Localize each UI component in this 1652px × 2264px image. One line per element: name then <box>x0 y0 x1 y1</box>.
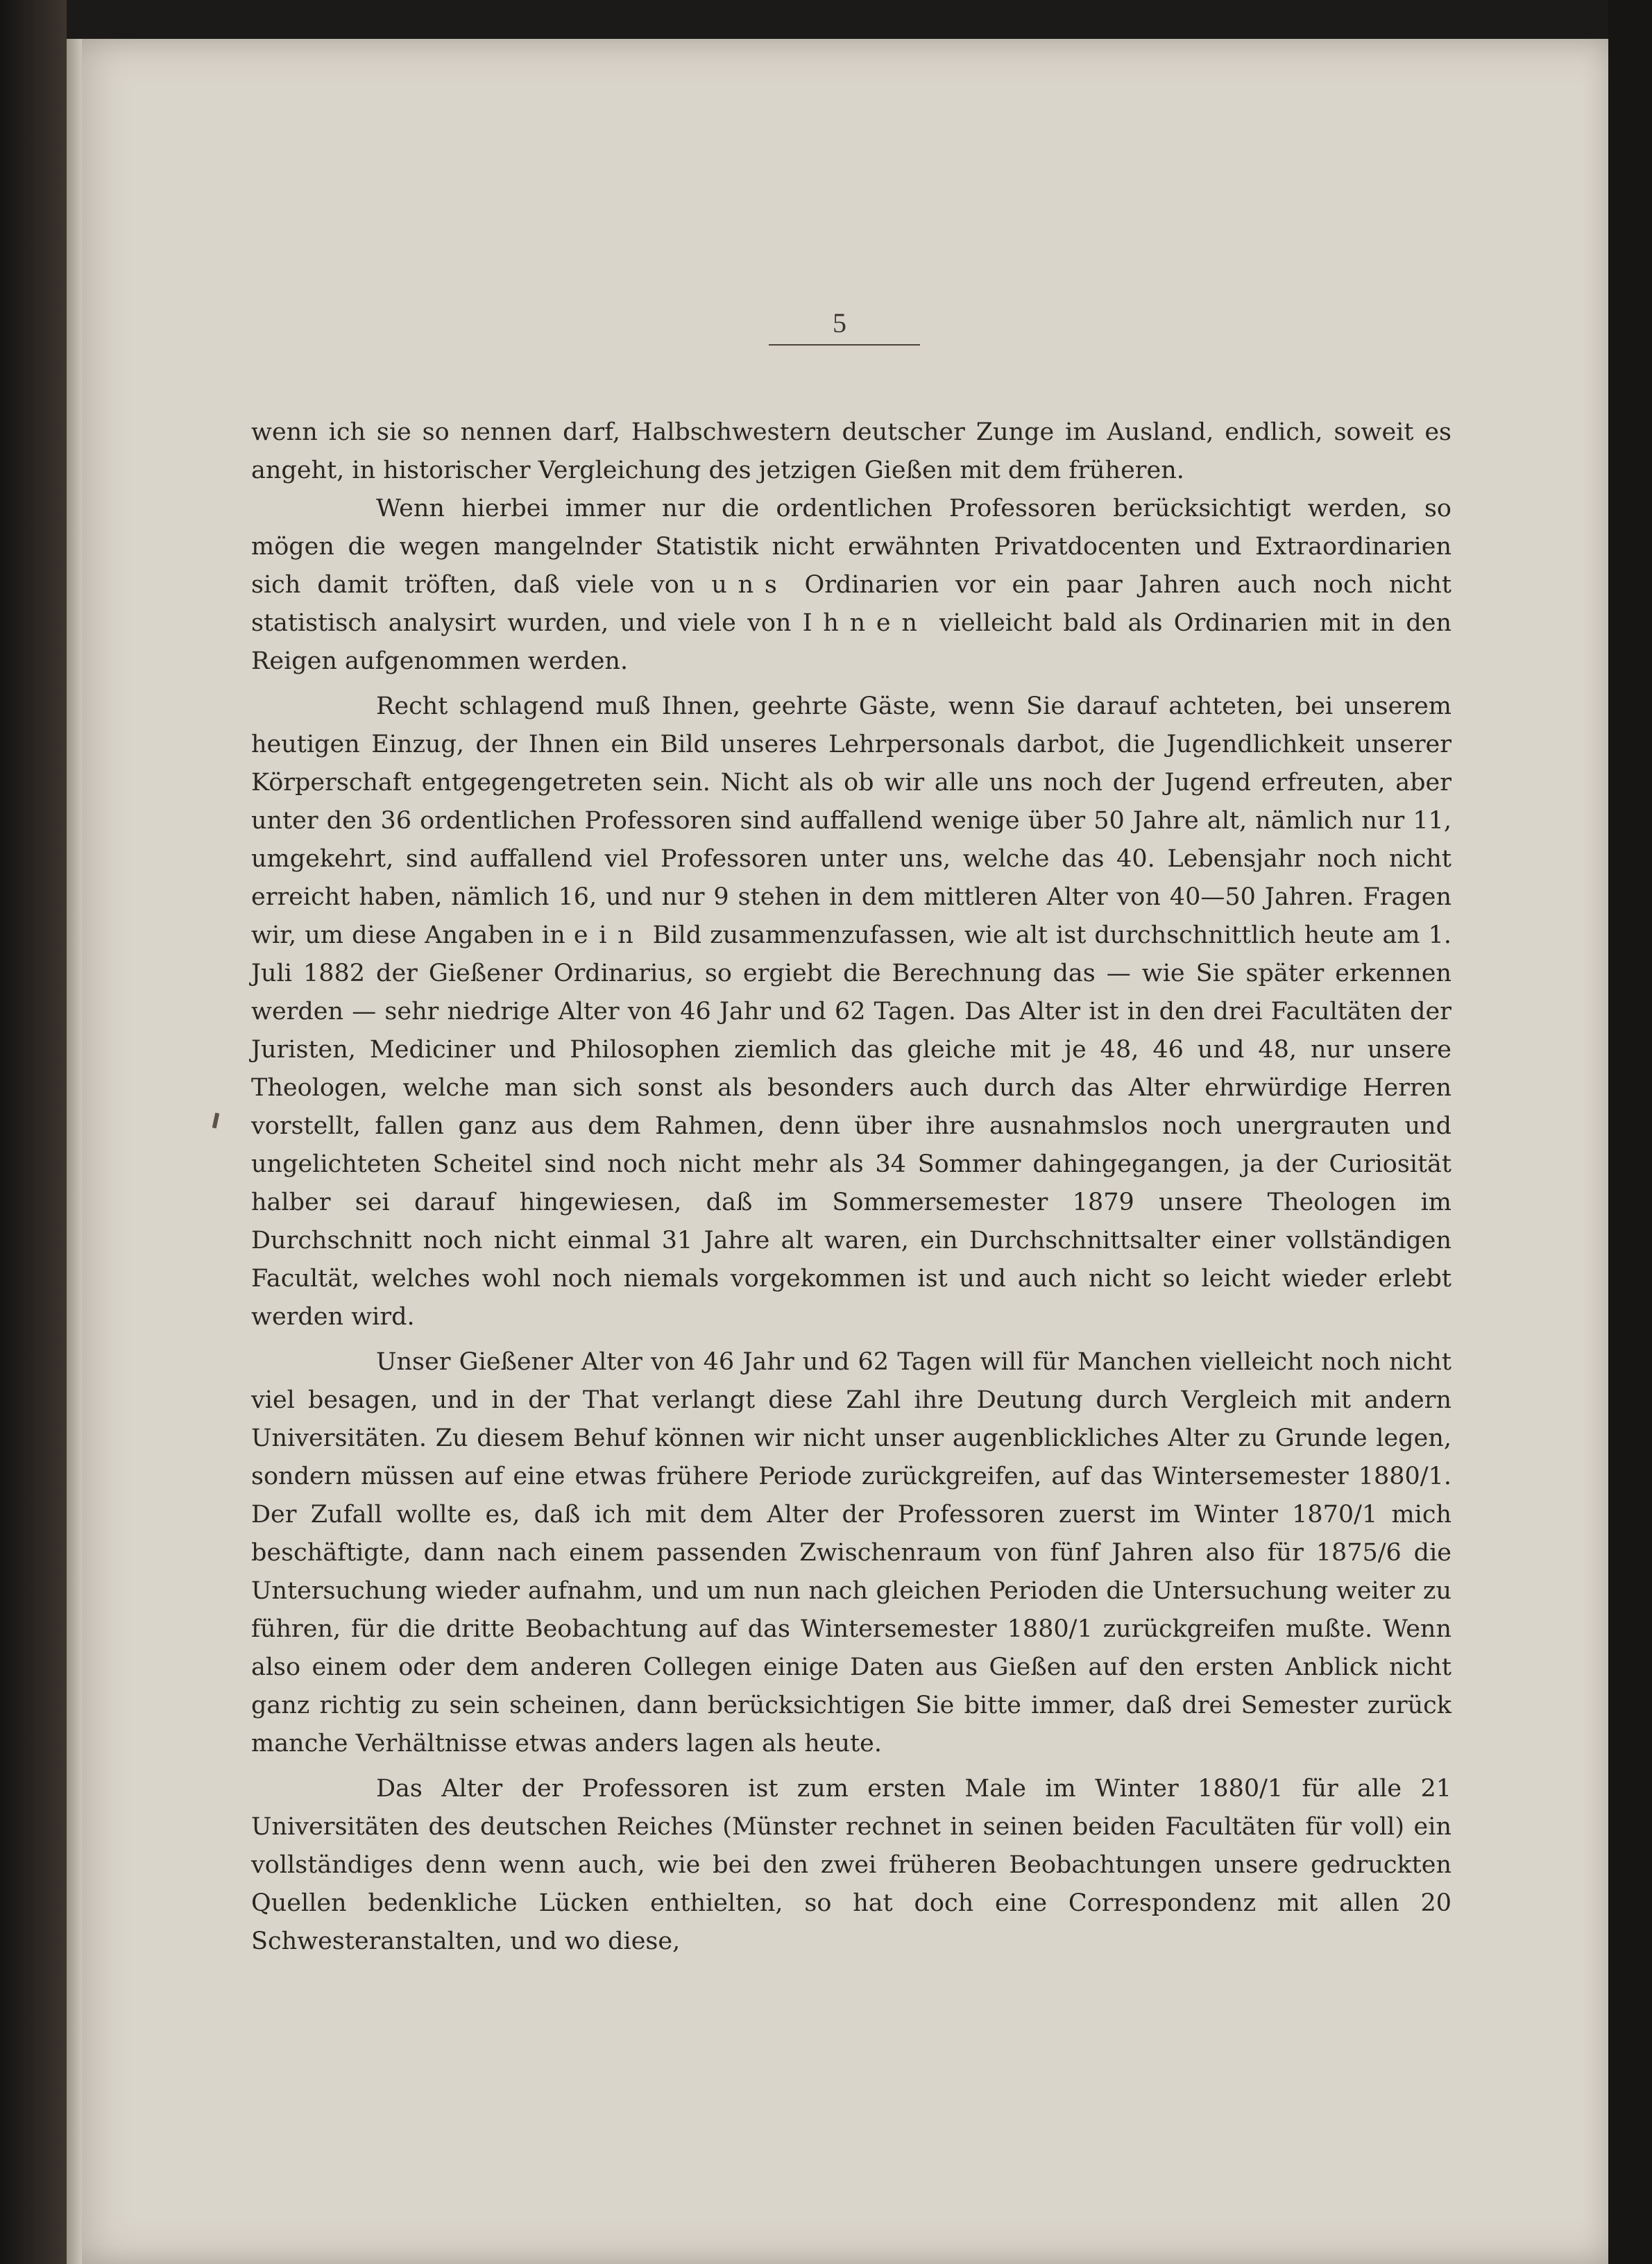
book-spine-edge <box>0 0 67 2264</box>
scan-background-edge <box>1608 0 1652 2264</box>
emphasis-ein: ein <box>573 921 645 949</box>
page-gutter-shadow <box>67 39 82 2264</box>
paragraph-3-text-a: Recht schlagend muß Ihnen, geehrte Gäste, wenn Sie darauf achteten, bei unserem heutigen Einzug, der Ihnen ein Bild unseres Lehrpersonals darbot, die Jugendlichkeit unserer Körperschaft entgegengetreten sein. Nicht als ob wir alle uns noch der Jugend erfreuten, aber unter den 36 ordentlichen Professoren sind auffallend wenige über 50 Jahre alt, nämlich nur 11, umgekehrt, sind auffallend viel Professoren unter uns, welche das 40. Lebensjahr noch nicht erreicht haben, nämlich 16, und nur 9 stehen in dem mittleren Alter von 40—50 Jahren. Fragen wir, um diese Angaben in <box>251 692 1451 949</box>
paragraph-1: wenn ich sie so nennen darf, Halbschwestern deutscher Zunge im Ausland, endlich, soweit es angeht, in historischer Vergleichung des jetzigen Gießen mit dem früheren. <box>251 418 1451 484</box>
emphasis-uns: uns <box>711 571 788 599</box>
paragraph-3 <box>251 688 1451 1336</box>
document-body <box>251 414 1451 1961</box>
paragraph-3-text-b: Bild zusammenzufassen, wie alt ist durchschnittlich heute am 1. Juli 1882 der Gießener Ordinarius, so ergiebt die Berechnung das — wie Sie später erkennen werden — sehr niedrige Alter von 46 Jahr und 62 Tagen. Das Alter ist in den drei Facultäten der Juristen, Mediciner und Philosophen ziemlich das gleiche mit je 48, 46 und 48, nur unsere Theologen, welche man sich sonst als besonders auch durch das Alter ehrwürdige Herren vorstellt, fallen ganz aus dem Rahmen, denn über ihre ausnahmslos noch unergrauten und ungelichteten Scheitel sind noch nicht mehr als 34 Sommer dahingegangen, ja der Curiosität halber sei darauf hingewiesen, daß im Sommersemester 1879 unsere Theologen im Durchschnitt noch nicht einmal 31 Jahre alt waren, ein Durchschnittsalter einer vollständigen Facultät, welches wohl noch niemals vorgekommen ist und auch nicht so leicht wieder erlebt werden wird. <box>251 921 1451 1331</box>
page-number: 5 <box>833 307 846 339</box>
paragraph-4: Unser Gießener Alter von 46 Jahr und 62 Tagen will für Manchen vielleicht noch nicht viel besagen, und in der That verlangt diese Zahl ihre Deutung durch Vergleich mit andern Universitäten. Zu diesem Behuf können wir nicht unser augenblickliches Alter zu Grunde legen, sondern müssen auf eine etwas frühere Periode zurückgreifen, auf das Wintersemester 1880/1. Der Zufall wollte es, daß ich mit dem Alter der Professoren zuerst im Winter 1870/1 mich beschäftigte, dann nach einem passenden Zwischenraum von fünf Jahren also für 1875/6 die Untersuchung wieder aufnahm, und um nun nach gleichen Perioden die Untersuchung weiter zu führen, für die dritte Beobachtung auf das Wintersemester 1880/1 zurückgreifen mußte. Wenn also einem oder dem anderen Collegen einige Daten aus Gießen auf den ersten Anblick nicht ganz richtig zu sein scheinen, dann berücksichtigen Sie bitte immer, daß drei Semester zurück manche Verhältnisse etwas anders lagen als heute. <box>251 1348 1451 1757</box>
emphasis-ihnen: Ihnen <box>802 609 928 637</box>
paragraph-2 <box>251 490 1451 681</box>
paragraph-2-text-c: vielleicht bald als Ordinarien mit in den Reigen aufgenommen werden. <box>251 609 1451 675</box>
paragraph-2-text-a: Wenn hierbei immer nur die ordentlichen Professoren berücksichtigt werden, so mögen die wegen mangelnder Statistik nicht erwähnten Privatdocenten und Extraordinarien sich damit tröften, daß viele von <box>251 495 1451 599</box>
paragraph-5: Das Alter der Professoren ist zum ersten Male im Winter 1880/1 für alle 21 Universitäten des deutschen Reiches (Münster rechnet in seinen beiden Facultäten für voll) ein vollständiges denn wenn auch, wie bei den zwei früheren Beobachtungen unsere gedruckten Quellen bedenkliche Lücken enthielten, so hat doch eine Correspondenz mit allen 20 Schwesteranstalten, und wo diese, <box>251 1775 1451 1955</box>
header-rule <box>769 344 920 346</box>
paragraph-2-text-b: Ordinarien vor ein paar Jahren auch noch nicht statistisch analysirt wurden, und viele von <box>251 571 1451 637</box>
